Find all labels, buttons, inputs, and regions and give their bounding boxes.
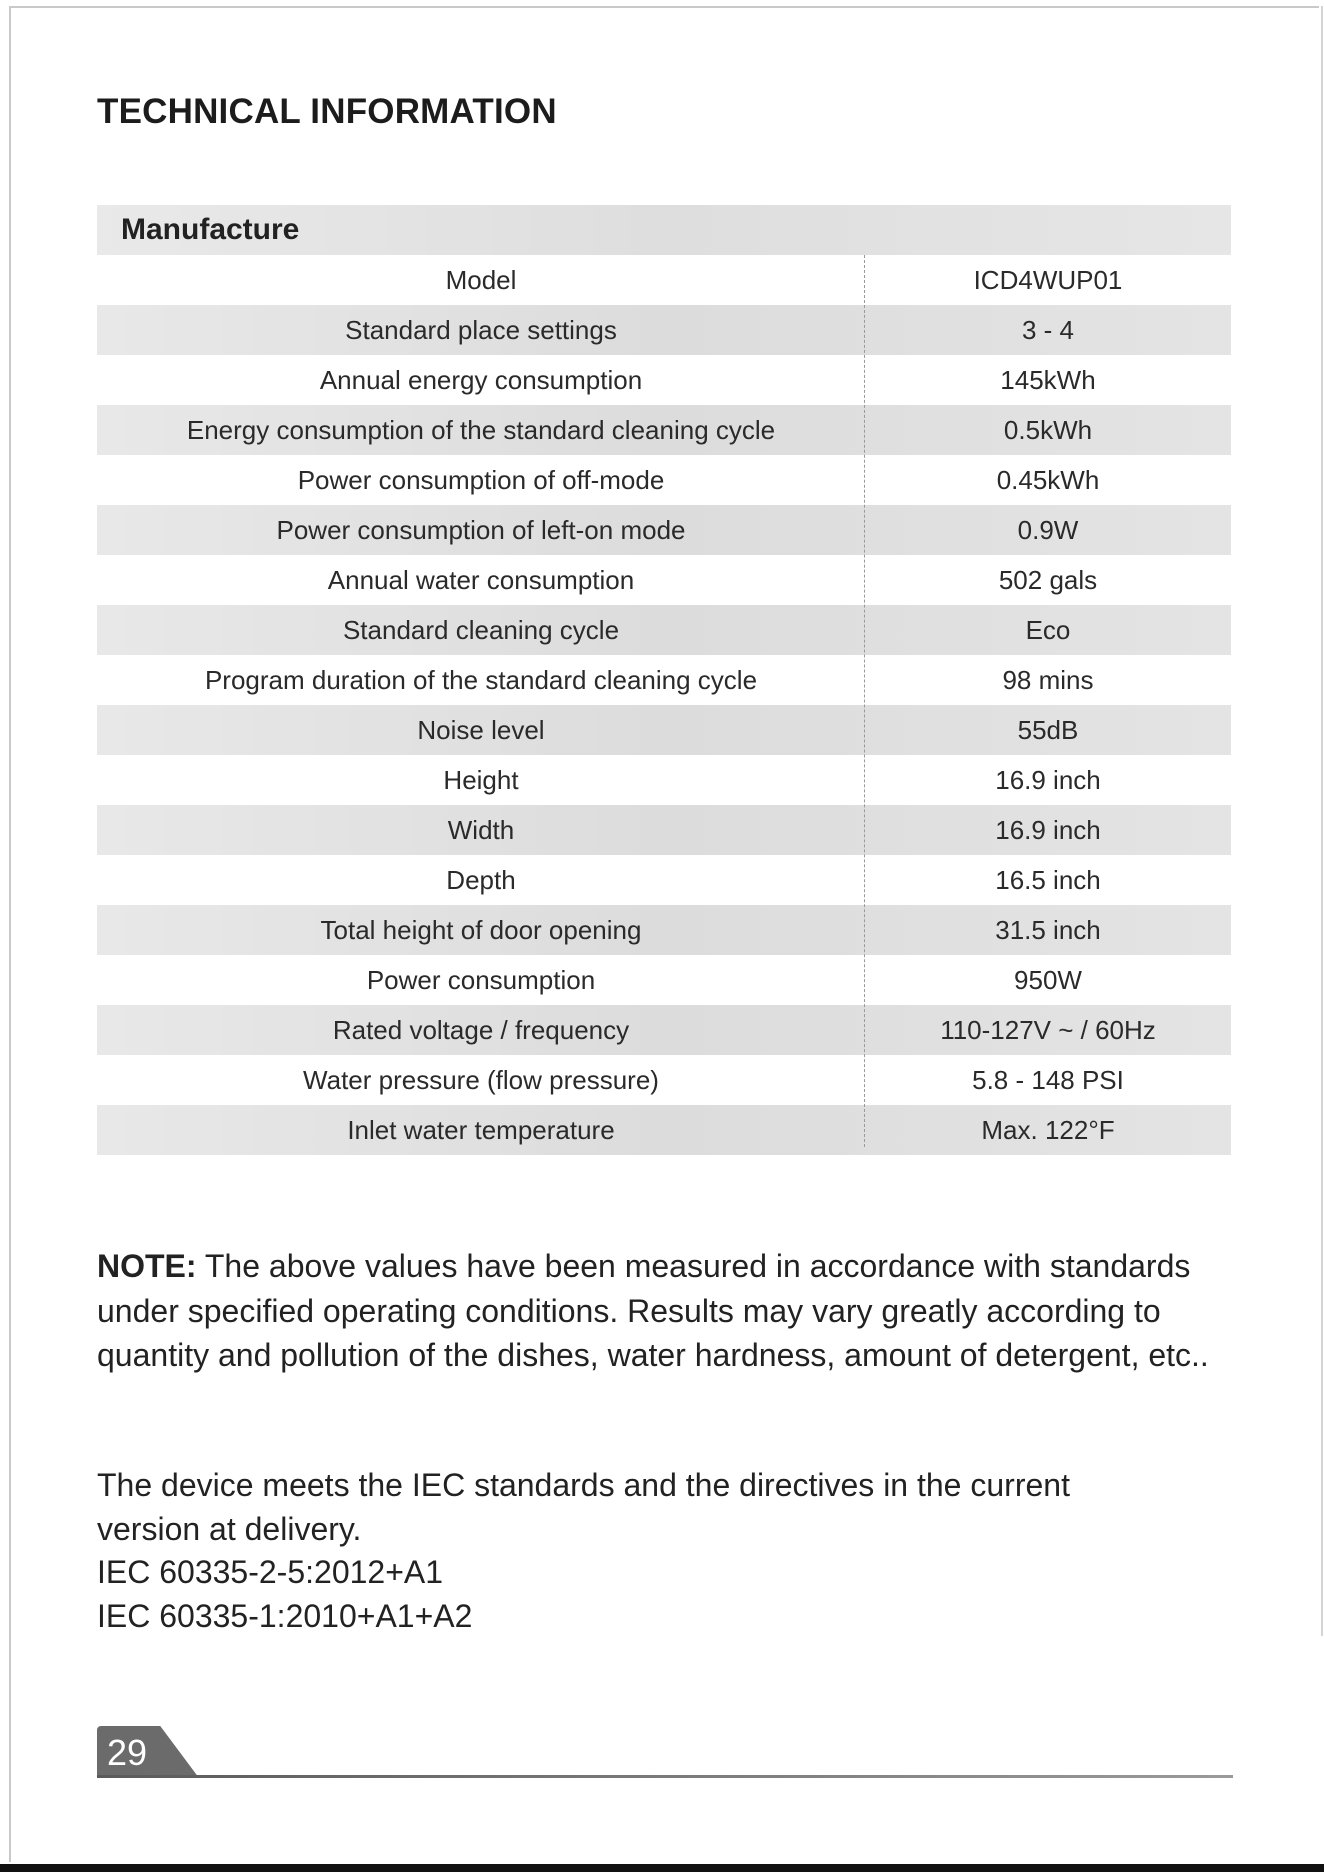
footer-rule bbox=[97, 1775, 1233, 1778]
page-right-edge bbox=[1321, 6, 1323, 1636]
spec-label: Rated voltage / frequency bbox=[332, 1014, 630, 1045]
note-paragraph bbox=[97, 1244, 1247, 1378]
spec-value: Max. 122°F bbox=[981, 1114, 1115, 1145]
standards-line: version at delivery. bbox=[97, 1510, 362, 1547]
standards-code: IEC 60335-2-5:2012+A1 bbox=[97, 1554, 444, 1590]
spec-value: 3 - 4 bbox=[1021, 314, 1075, 345]
spec-value: 950W bbox=[1014, 964, 1082, 995]
spec-value: 0.5kWh bbox=[1003, 414, 1093, 445]
spec-value: 16.9 inch bbox=[995, 814, 1101, 845]
standards-code: IEC 60335-1:2010+A1+A2 bbox=[97, 1597, 473, 1634]
page-title: TECHNICAL INFORMATION bbox=[97, 92, 557, 131]
spec-value: 55dB bbox=[1017, 714, 1079, 745]
table-row bbox=[97, 505, 1231, 555]
spec-value: 502 gals bbox=[998, 564, 1098, 595]
table-row bbox=[97, 605, 1231, 655]
spec-label: Standard cleaning cycle bbox=[342, 614, 620, 645]
spec-label: Program duration of the standard cleaning cycle bbox=[204, 664, 758, 695]
standards-line: The device meets the IEC standards and the directives in the current bbox=[97, 1467, 1070, 1503]
table-row bbox=[97, 555, 1231, 605]
column-divider bbox=[864, 255, 865, 1147]
table-row bbox=[97, 455, 1231, 505]
spec-label: Depth bbox=[446, 864, 516, 895]
table-row bbox=[97, 755, 1231, 805]
table-row bbox=[97, 405, 1231, 455]
table-row bbox=[97, 655, 1231, 705]
spec-value: 0.9W bbox=[1017, 514, 1079, 545]
spec-value: Eco bbox=[1025, 614, 1071, 645]
table-row bbox=[97, 355, 1231, 405]
table-body bbox=[97, 255, 1231, 1155]
page-number: 29 bbox=[107, 1732, 148, 1773]
table-row bbox=[97, 1055, 1231, 1105]
note-text: The above values have been measured in accordance with standards under specified operating conditions. Results may vary greatly according to quantity and pollution of the dishes, water hardness, amount of detergent, etc.. bbox=[97, 1248, 1209, 1373]
spec-label: Noise level bbox=[417, 714, 545, 745]
spec-value: 0.45kWh bbox=[996, 464, 1100, 495]
spec-label: Water pressure (flow pressure) bbox=[303, 1064, 659, 1095]
table-row bbox=[97, 805, 1231, 855]
spec-label: Power consumption of off-mode bbox=[297, 464, 665, 495]
table-row bbox=[97, 255, 1231, 305]
spec-table bbox=[97, 205, 1231, 1155]
spec-value: 5.8 - 148 PSI bbox=[972, 1064, 1124, 1095]
spec-value: 110-127V ~ / 60Hz bbox=[940, 1014, 1156, 1045]
table-row bbox=[97, 705, 1231, 755]
spec-label: Total height of door opening bbox=[320, 914, 642, 945]
table-row bbox=[97, 905, 1231, 955]
spec-label: Annual energy consumption bbox=[319, 364, 643, 395]
spec-label: Height bbox=[443, 764, 519, 795]
spec-label: Annual water consumption bbox=[327, 564, 635, 595]
spec-value: 16.5 inch bbox=[995, 864, 1101, 895]
table-row bbox=[97, 955, 1231, 1005]
spec-label: Inlet water temperature bbox=[347, 1114, 615, 1145]
bottom-edge bbox=[0, 1864, 1324, 1872]
spec-value: 145kWh bbox=[1000, 364, 1096, 395]
table-header: Manufacture bbox=[97, 205, 1231, 255]
table-row bbox=[97, 305, 1231, 355]
spec-value: 31.5 inch bbox=[995, 914, 1101, 945]
table-row bbox=[97, 1105, 1231, 1155]
spec-label: Width bbox=[447, 814, 515, 845]
spec-label: Power consumption bbox=[366, 964, 596, 995]
table-row bbox=[97, 855, 1231, 905]
spec-label: Energy consumption of the standard cleaning cycle bbox=[186, 414, 776, 445]
standards-block bbox=[97, 1464, 1247, 1638]
spec-value: 16.9 inch bbox=[995, 764, 1101, 795]
spec-label: Power consumption of left-on mode bbox=[276, 514, 686, 545]
spec-value: ICD4WUP01 bbox=[973, 264, 1123, 295]
spec-label: Model bbox=[445, 264, 517, 295]
note-lead: NOTE: bbox=[97, 1248, 197, 1284]
table-row bbox=[97, 1005, 1231, 1055]
spec-label: Standard place settings bbox=[345, 314, 617, 345]
spec-value: 98 mins bbox=[1002, 664, 1094, 695]
